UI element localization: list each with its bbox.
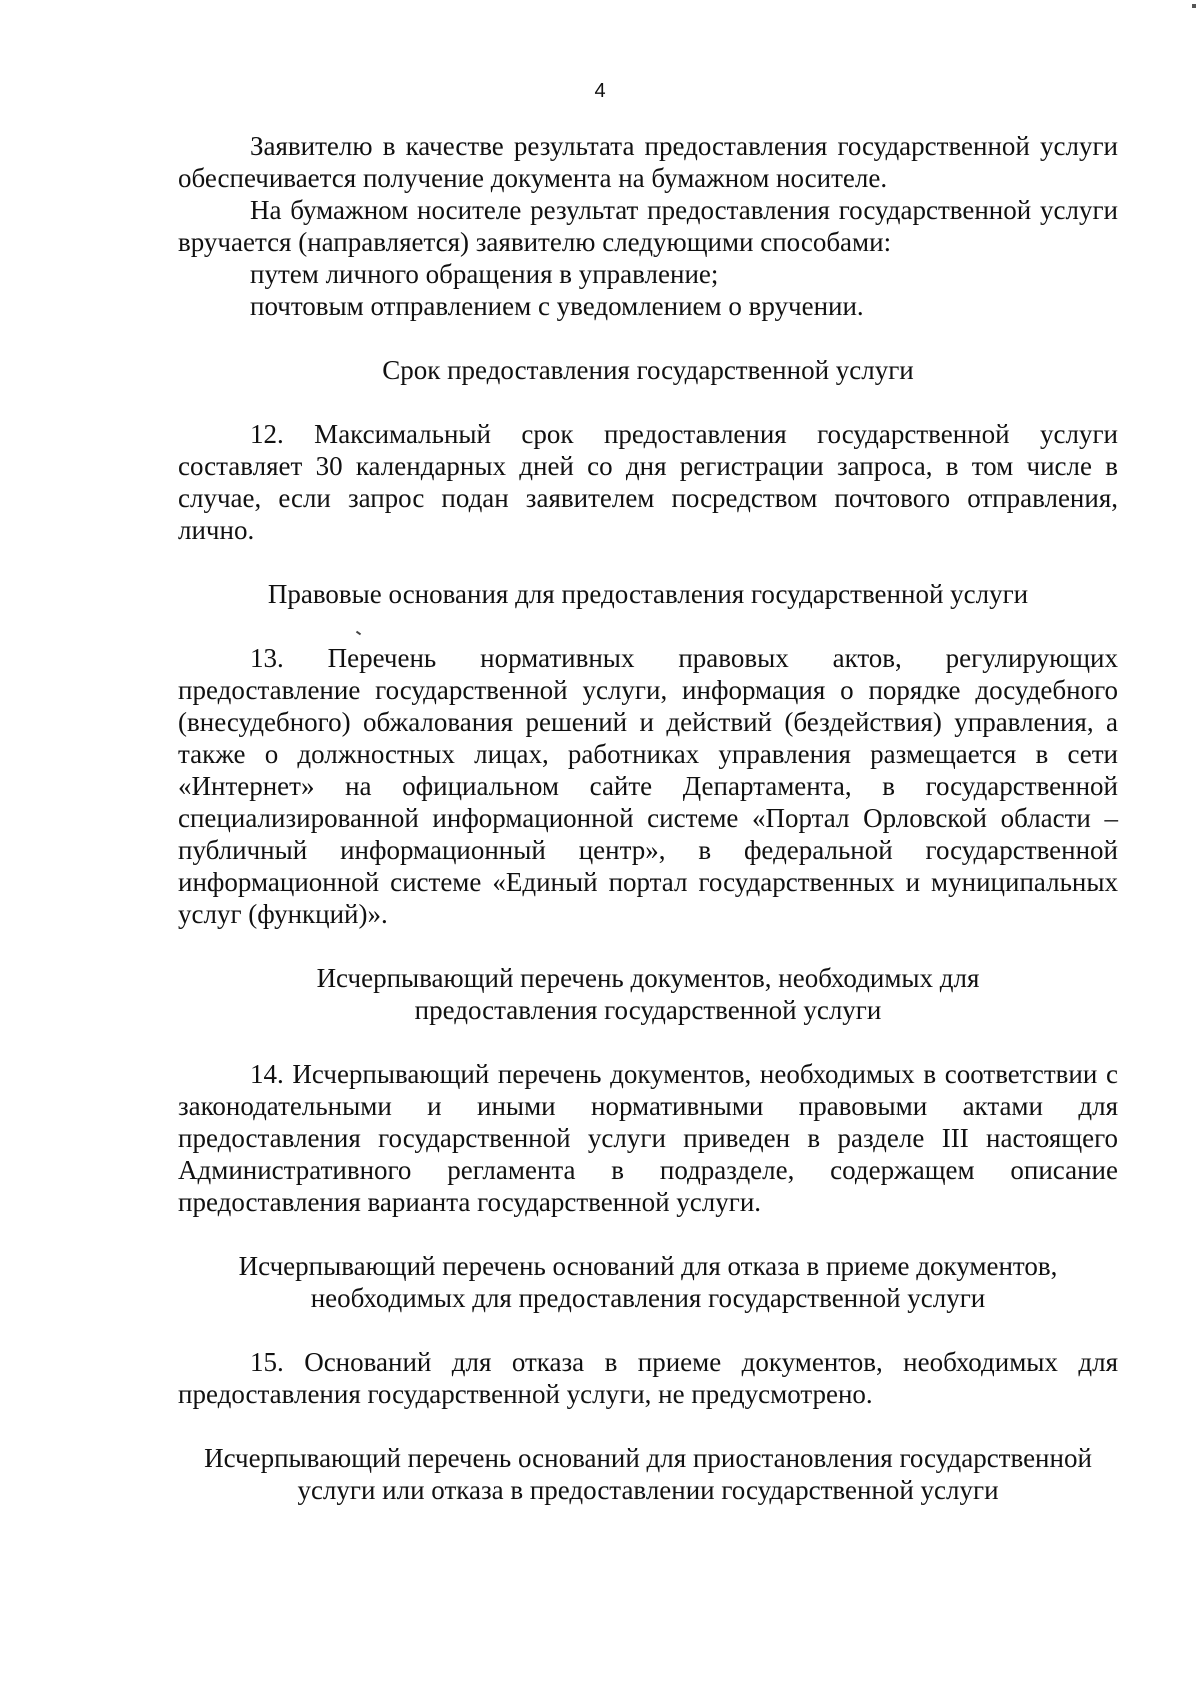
section-heading-documents-line2: предоставления государственной услуги [414,995,882,1025]
document-body [178,130,1118,1506]
paragraph-15: 15. Оснований для отказа в приеме документов, необходимых для предоставления государственной услуги, не предусмотрено. [178,1347,1118,1409]
section-heading-refusal-line1: Исчерпывающий перечень оснований для отказа в приеме документов, [238,1251,1058,1281]
section-heading-legal-basis: Правовые основания для предоставления государственной услуги [267,579,1029,609]
section-heading-suspension-line1: Исчерпывающий перечень оснований для приостановления государственной [204,1443,1092,1473]
section-heading-documents-line1: Исчерпывающий перечень документов, необходимых для [316,963,980,993]
delivery-method-mail: почтовым отправлением с уведомлением о вручении. [250,291,864,321]
page-number: 4 [594,80,606,102]
section-heading-suspension-line2: услуги или отказа в предоставлении государственной услуги [297,1475,999,1505]
paragraph-14: 14. Исчерпывающий перечень документов, необходимых в соответствии с законодательными и иными нормативными правовыми актами для предоставления государственной услуги приведен в разделе III настоящего Административного регламента в подразделе, содержащем описание предоставления варианта государственной услуги. [178,1059,1118,1217]
delivery-method-in-person: путем личного обращения в управление; [250,259,719,289]
paragraph-delivery-methods: На бумажном носителе результат предоставления государственной услуги вручается (направляется) заявителю следующими способами: [178,195,1118,257]
paragraph-result-paper: Заявителю в качестве результата предоставления государственной услуги обеспечивается получение документа на бумажном носителе. [178,131,1118,193]
paragraph-13: 13. Перечень нормативных правовых актов, регулирующих предоставление государственной услуги, информация о порядке досудебного (внесудебного) обжалования решений и действий (бездействия) управления, а также о должностных лицах, работниках управления размещается в сети «Интернет» на официальном сайте Департамента, в государственной специализированной информационной системе «Портал Орловской области – публичный информационный центр», в федеральной государственной информационной системе «Единый портал государственных и муниципальных услуг (функций)». [178,643,1118,929]
section-heading-term: Срок предоставления государственной услуги [382,355,914,385]
paragraph-12: 12. Максимальный срок предоставления государственной услуги составляет 30 календарных дней со дня регистрации запроса, в том числе в случае, если запрос подан заявителем посредством почтового отправления, лично. [178,419,1118,545]
section-heading-refusal-line2: необходимых для предоставления государственной услуги [310,1283,986,1313]
scan-speck [1192,4,1196,8]
